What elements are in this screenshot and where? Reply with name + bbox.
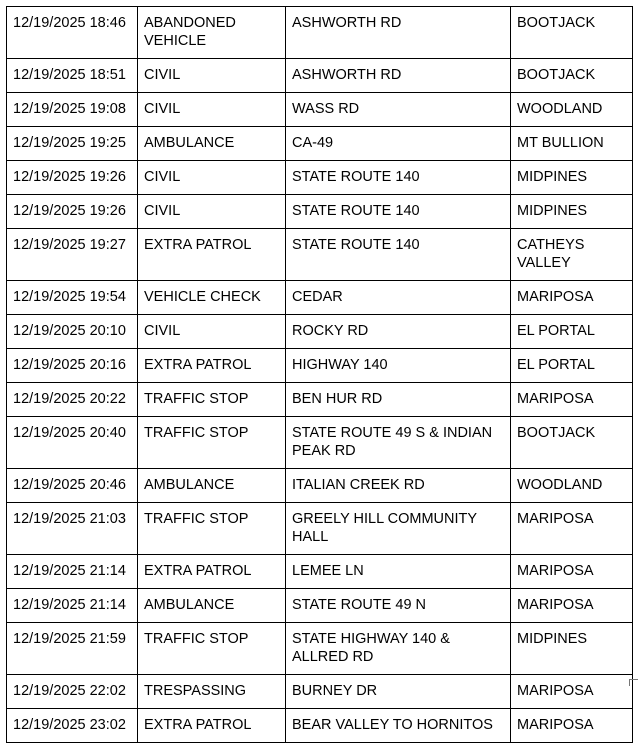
table-row <box>7 7 633 59</box>
incident-log-table <box>6 6 633 743</box>
datetime-cell: 12/19/2025 19:26 <box>7 195 138 229</box>
area-cell: MIDPINES <box>511 161 633 195</box>
call-type-cell: CIVIL <box>138 195 286 229</box>
location-cell: STATE ROUTE 140 <box>286 229 511 281</box>
location-cell: BEAR VALLEY TO HORNITOS <box>286 709 511 743</box>
area-cell: MARIPOSA <box>511 383 633 417</box>
area-cell: MARIPOSA <box>511 281 633 315</box>
datetime-cell: 12/19/2025 20:40 <box>7 417 138 469</box>
location-cell: ASHWORTH RD <box>286 59 511 93</box>
area-cell: MARIPOSA <box>511 555 633 589</box>
datetime-cell: 12/19/2025 19:25 <box>7 127 138 161</box>
table-row <box>7 229 633 281</box>
location-cell: BURNEY DR <box>286 675 511 709</box>
datetime-cell: 12/19/2025 22:02 <box>7 675 138 709</box>
datetime-cell: 12/19/2025 20:22 <box>7 383 138 417</box>
table-row <box>7 675 633 709</box>
location-cell: LEMEE LN <box>286 555 511 589</box>
area-cell: WOODLAND <box>511 93 633 127</box>
call-type-cell: CIVIL <box>138 161 286 195</box>
location-cell: BEN HUR RD <box>286 383 511 417</box>
call-type-cell: TRESPASSING <box>138 675 286 709</box>
call-type-cell: VEHICLE CHECK <box>138 281 286 315</box>
area-cell: MIDPINES <box>511 623 633 675</box>
datetime-cell: 12/19/2025 20:46 <box>7 469 138 503</box>
location-cell: CA-49 <box>286 127 511 161</box>
location-cell: ITALIAN CREEK RD <box>286 469 511 503</box>
location-cell: STATE ROUTE 49 S & INDIAN PEAK RD <box>286 417 511 469</box>
area-cell: CATHEYS VALLEY <box>511 229 633 281</box>
area-cell: MARIPOSA <box>511 709 633 743</box>
datetime-cell: 12/19/2025 18:51 <box>7 59 138 93</box>
area-cell: BOOTJACK <box>511 59 633 93</box>
table-row <box>7 623 633 675</box>
location-cell: ROCKY RD <box>286 315 511 349</box>
datetime-cell: 12/19/2025 19:08 <box>7 93 138 127</box>
datetime-cell: 12/19/2025 18:46 <box>7 7 138 59</box>
call-type-cell: TRAFFIC STOP <box>138 623 286 675</box>
datetime-cell: 12/19/2025 20:16 <box>7 349 138 383</box>
area-cell: MIDPINES <box>511 195 633 229</box>
page-corner-mark <box>629 679 638 686</box>
location-cell: GREELY HILL COMMUNITY HALL <box>286 503 511 555</box>
datetime-cell: 12/19/2025 23:02 <box>7 709 138 743</box>
call-type-cell: AMBULANCE <box>138 127 286 161</box>
table-row <box>7 127 633 161</box>
area-cell: MT BULLION <box>511 127 633 161</box>
call-type-cell: TRAFFIC STOP <box>138 417 286 469</box>
datetime-cell: 12/19/2025 20:10 <box>7 315 138 349</box>
area-cell: MARIPOSA <box>511 589 633 623</box>
table-row <box>7 161 633 195</box>
location-cell: STATE ROUTE 49 N <box>286 589 511 623</box>
table-row <box>7 709 633 743</box>
table-row <box>7 555 633 589</box>
location-cell: ASHWORTH RD <box>286 7 511 59</box>
datetime-cell: 12/19/2025 21:14 <box>7 589 138 623</box>
table-row <box>7 195 633 229</box>
call-type-cell: EXTRA PATROL <box>138 349 286 383</box>
datetime-cell: 12/19/2025 19:27 <box>7 229 138 281</box>
call-type-cell: EXTRA PATROL <box>138 555 286 589</box>
table-row <box>7 383 633 417</box>
call-type-cell: CIVIL <box>138 59 286 93</box>
datetime-cell: 12/19/2025 19:54 <box>7 281 138 315</box>
area-cell: EL PORTAL <box>511 349 633 383</box>
table-row <box>7 417 633 469</box>
incident-log-body <box>7 7 633 743</box>
call-type-cell: EXTRA PATROL <box>138 229 286 281</box>
call-type-cell: CIVIL <box>138 93 286 127</box>
call-type-cell: AMBULANCE <box>138 469 286 503</box>
table-row <box>7 281 633 315</box>
call-type-cell: TRAFFIC STOP <box>138 383 286 417</box>
datetime-cell: 12/19/2025 21:14 <box>7 555 138 589</box>
table-row <box>7 59 633 93</box>
table-row <box>7 93 633 127</box>
area-cell: WOODLAND <box>511 469 633 503</box>
location-cell: STATE ROUTE 140 <box>286 195 511 229</box>
location-cell: CEDAR <box>286 281 511 315</box>
table-row <box>7 589 633 623</box>
datetime-cell: 12/19/2025 19:26 <box>7 161 138 195</box>
call-type-cell: TRAFFIC STOP <box>138 503 286 555</box>
location-cell: STATE ROUTE 140 <box>286 161 511 195</box>
location-cell: HIGHWAY 140 <box>286 349 511 383</box>
area-cell: EL PORTAL <box>511 315 633 349</box>
location-cell: STATE HIGHWAY 140 & ALLRED RD <box>286 623 511 675</box>
area-cell: MARIPOSA <box>511 503 633 555</box>
area-cell: BOOTJACK <box>511 7 633 59</box>
call-type-cell: EXTRA PATROL <box>138 709 286 743</box>
area-cell: BOOTJACK <box>511 417 633 469</box>
call-type-cell: CIVIL <box>138 315 286 349</box>
table-row <box>7 349 633 383</box>
table-row <box>7 315 633 349</box>
call-type-cell: AMBULANCE <box>138 589 286 623</box>
call-type-cell: ABANDONED VEHICLE <box>138 7 286 59</box>
table-row <box>7 503 633 555</box>
location-cell: WASS RD <box>286 93 511 127</box>
datetime-cell: 12/19/2025 21:59 <box>7 623 138 675</box>
table-row <box>7 469 633 503</box>
area-cell: MARIPOSA <box>511 675 633 709</box>
datetime-cell: 12/19/2025 21:03 <box>7 503 138 555</box>
